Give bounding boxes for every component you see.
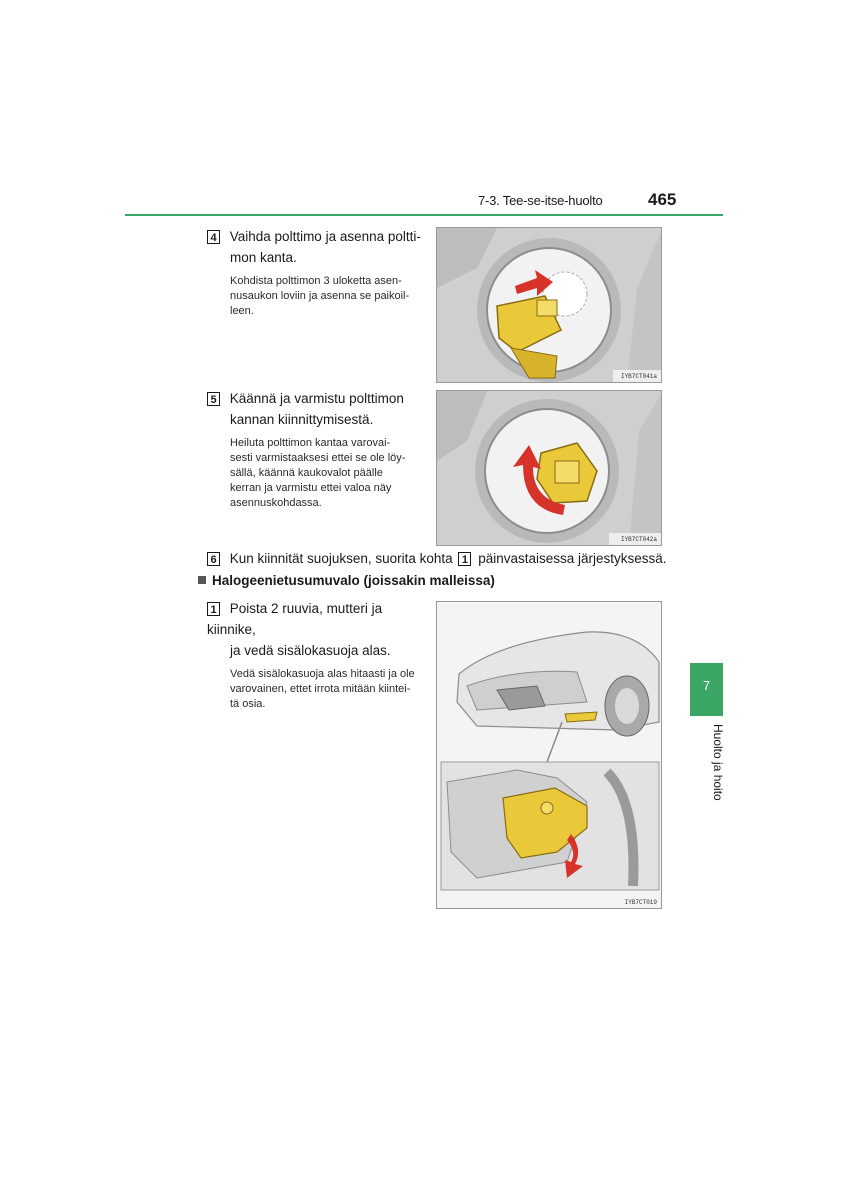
step-5 bbox=[207, 388, 425, 511]
note-line: Heiluta polttimon kantaa varovai- bbox=[230, 437, 391, 449]
step-number-badge: 4 bbox=[207, 230, 220, 244]
step-4-title-line1: Vaihda polttimo ja asenna poltti- bbox=[229, 229, 421, 244]
note-line: leen. bbox=[230, 305, 254, 317]
step-6 bbox=[207, 548, 667, 569]
note-line: sällä, käännä kaukovalot päälle bbox=[230, 467, 383, 479]
note-line: sesti varmistaaksesi ettei se ole löy- bbox=[230, 452, 406, 464]
image-code: IYB7CT042a bbox=[620, 536, 657, 543]
step-4-title bbox=[207, 226, 425, 268]
note-line: Kohdista polttimon 3 uloketta asen- bbox=[230, 275, 402, 287]
step-reference-badge: 1 bbox=[458, 552, 471, 566]
note-line: tä osia. bbox=[230, 698, 266, 710]
fog-step-1-title-line2: ja vedä sisälokasuoja alas. bbox=[230, 643, 391, 658]
fog-step-1-title bbox=[207, 598, 425, 661]
fender-liner-drawing bbox=[437, 602, 662, 909]
chapter-title: Huolto ja hoito bbox=[711, 724, 725, 801]
note-line: kerran ja varmistu ettei valoa näy bbox=[230, 482, 392, 494]
step-5-note bbox=[230, 436, 425, 511]
bulb-rotate-drawing bbox=[437, 391, 662, 546]
note-line: nusaukon loviin ja asenna se paikoil- bbox=[230, 290, 410, 302]
section-title: 7-3. Tee-se-itse-huolto bbox=[478, 193, 603, 208]
bulb-insert-illustration bbox=[436, 227, 662, 383]
image-code: IYB7CT019 bbox=[624, 899, 657, 906]
section-heading bbox=[198, 573, 495, 588]
square-bullet-icon bbox=[198, 576, 206, 584]
step-6-text-before: Kun kiinnität suojuksen, suorita kohta bbox=[229, 551, 453, 566]
chapter-tab bbox=[690, 663, 723, 716]
note-line: varovainen, ettet irrota mitään kiintei- bbox=[230, 683, 411, 695]
chapter-number: 7 bbox=[702, 678, 711, 693]
step-4-title-line2: mon kanta. bbox=[230, 250, 297, 265]
bulb-rotate-illustration bbox=[436, 390, 662, 546]
step-number-badge: 1 bbox=[207, 602, 220, 616]
header-divider bbox=[125, 214, 723, 216]
bulb-insert-drawing bbox=[437, 228, 662, 383]
fog-step-1-title-line1: Poista 2 ruuvia, mutteri ja kiinnike, bbox=[207, 601, 383, 637]
step-number-badge: 5 bbox=[207, 392, 220, 406]
fender-liner-illustration bbox=[436, 601, 662, 909]
step-5-title bbox=[207, 388, 425, 430]
section-heading-text: Halogeenietusumuvalo (joissakin malleissa) bbox=[212, 573, 495, 588]
step-number-badge: 6 bbox=[207, 552, 220, 566]
step-4-note bbox=[230, 274, 425, 319]
image-code: IYB7CT041a bbox=[620, 373, 657, 380]
step-6-text-after: päinvastaisessa järjestyksessä. bbox=[478, 551, 667, 566]
step-4 bbox=[207, 226, 425, 319]
note-line: asennuskohdassa. bbox=[230, 497, 322, 509]
page-number: 465 bbox=[648, 190, 677, 209]
fog-step-1-note bbox=[230, 667, 425, 712]
step-5-title-line2: kannan kiinnittymisestä. bbox=[230, 412, 374, 427]
step-5-title-line1: Käännä ja varmistu polttimon bbox=[229, 391, 404, 406]
fog-step-1 bbox=[207, 598, 425, 712]
note-line: Vedä sisälokasuoja alas hitaasti ja ole bbox=[230, 668, 415, 680]
